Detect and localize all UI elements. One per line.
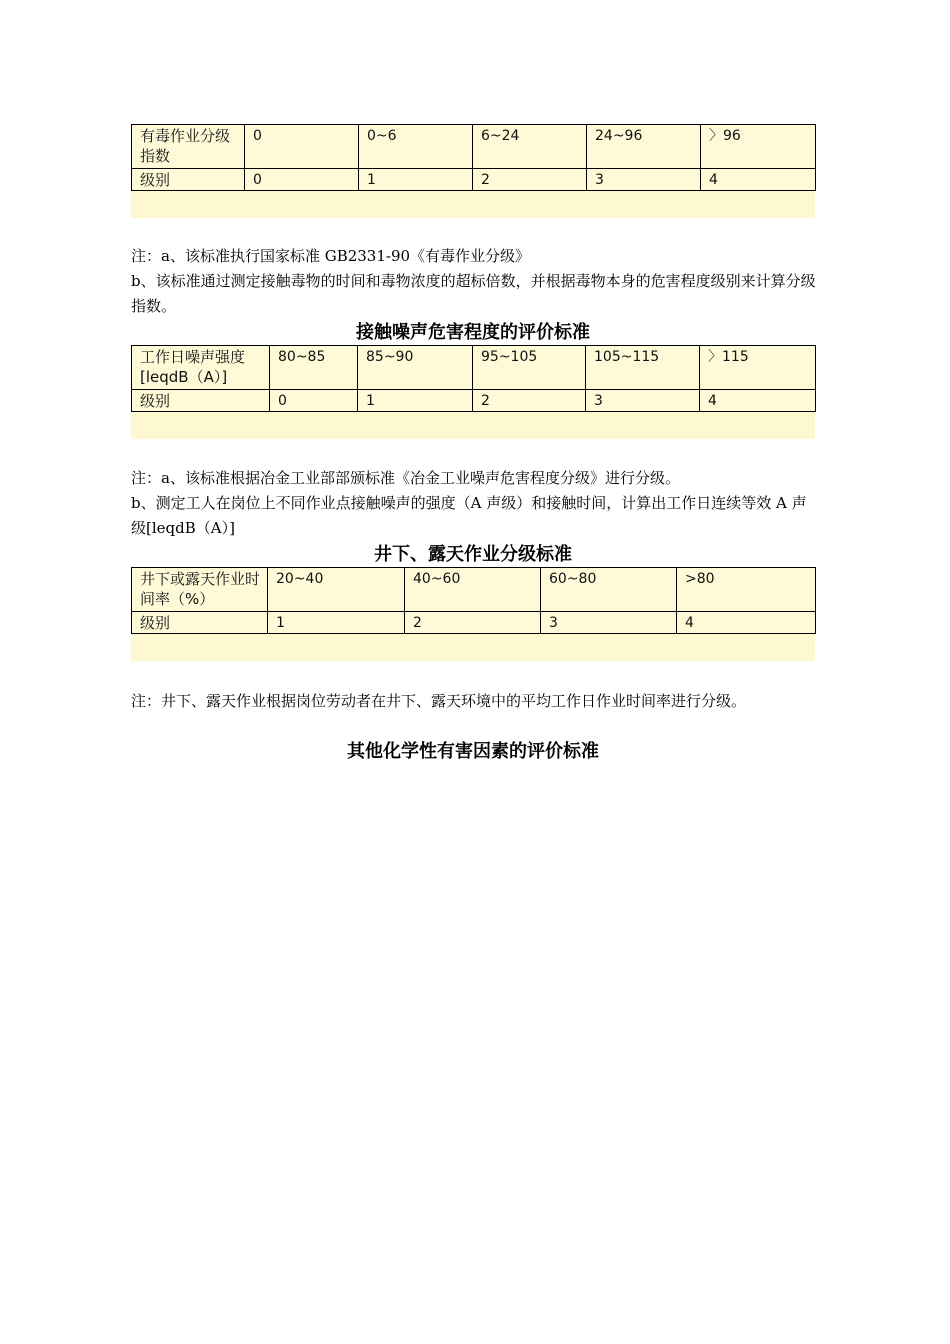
noise-hazard-table-block [131, 345, 815, 439]
table-cell: 3 [587, 169, 701, 191]
table-cell: 0 [270, 390, 358, 412]
table-cell: 2 [473, 390, 586, 412]
table-row [132, 169, 816, 191]
table-cell: 105~115 [586, 346, 700, 390]
table-row [132, 612, 816, 634]
table-cell: 0~6 [359, 125, 473, 169]
table-footer-shade [131, 634, 815, 661]
note-line: 注：a、该标准执行国家标准 GB2331-90《有毒作业分级》 [131, 247, 531, 265]
note-line: 注：井下、露天作业根据岗位劳动者在井下、露天环境中的平均工作日作业时间率进行分级。 [131, 692, 747, 710]
toxic-work-grading-table-block [131, 124, 815, 218]
toxic-work-grading-table [131, 124, 816, 191]
table-cell: 0 [245, 125, 359, 169]
table-cell: 级别 [132, 612, 268, 634]
table-cell: 40~60 [405, 568, 541, 612]
table-cell: 1 [268, 612, 405, 634]
table-cell: 3 [586, 390, 700, 412]
table-cell: 工作日噪声强度[leqdB（A）] [132, 346, 270, 390]
table-cell: 4 [677, 612, 816, 634]
noise-hazard-table [131, 345, 816, 412]
table-cell: 3 [541, 612, 677, 634]
section-title-underground: 井下、露天作业分级标准 [374, 544, 572, 565]
table-cell: 1 [358, 390, 473, 412]
table-cell: 级别 [132, 390, 270, 412]
table-cell: 井下或露天作业时间率（%） [132, 568, 268, 612]
table-row [132, 390, 816, 412]
table-footer-shade [131, 412, 815, 439]
table-cell: 80~85 [270, 346, 358, 390]
table-cell: >80 [677, 568, 816, 612]
table-cell: 60~80 [541, 568, 677, 612]
table-cell: 95~105 [473, 346, 586, 390]
table-footer-shade [131, 191, 815, 218]
table-cell: 〉96 [701, 125, 816, 169]
table-cell: 4 [701, 169, 816, 191]
underground-work-table-block [131, 567, 815, 661]
table-cell: 4 [700, 390, 816, 412]
note-noise-standard [131, 466, 821, 541]
table-cell: 0 [245, 169, 359, 191]
note-line: 注：a、该标准根据冶金工业部部颁标准《冶金工业噪声危害程度分级》进行分级。 [131, 469, 680, 487]
note-line: b、测定工人在岗位上不同作业点接触噪声的强度（A 声级）和接触时间，计算出工作日连续等效 A 声级[leqdB（A）] [131, 494, 807, 537]
note-toxic-standard [131, 244, 821, 319]
table-cell: 2 [473, 169, 587, 191]
table-cell: 有毒作业分级指数 [132, 125, 245, 169]
section-title-noise: 接触噪声危害程度的评价标准 [356, 322, 590, 343]
table-row [132, 346, 816, 390]
table-cell: 1 [359, 169, 473, 191]
table-cell: 24~96 [587, 125, 701, 169]
note-underground-standard [131, 689, 821, 714]
section-title-chemical: 其他化学性有害因素的评价标准 [347, 741, 599, 762]
table-cell: 20~40 [268, 568, 405, 612]
table-cell: 2 [405, 612, 541, 634]
note-line: b、该标准通过测定接触毒物的时间和毒物浓度的超标倍数，并根据毒物本身的危害程度级别来计算分级指数。 [131, 272, 816, 315]
underground-work-table [131, 567, 816, 634]
table-row [132, 568, 816, 612]
table-cell: 〉115 [700, 346, 816, 390]
table-cell: 级别 [132, 169, 245, 191]
table-cell: 85~90 [358, 346, 473, 390]
table-row [132, 125, 816, 169]
table-cell: 6~24 [473, 125, 587, 169]
